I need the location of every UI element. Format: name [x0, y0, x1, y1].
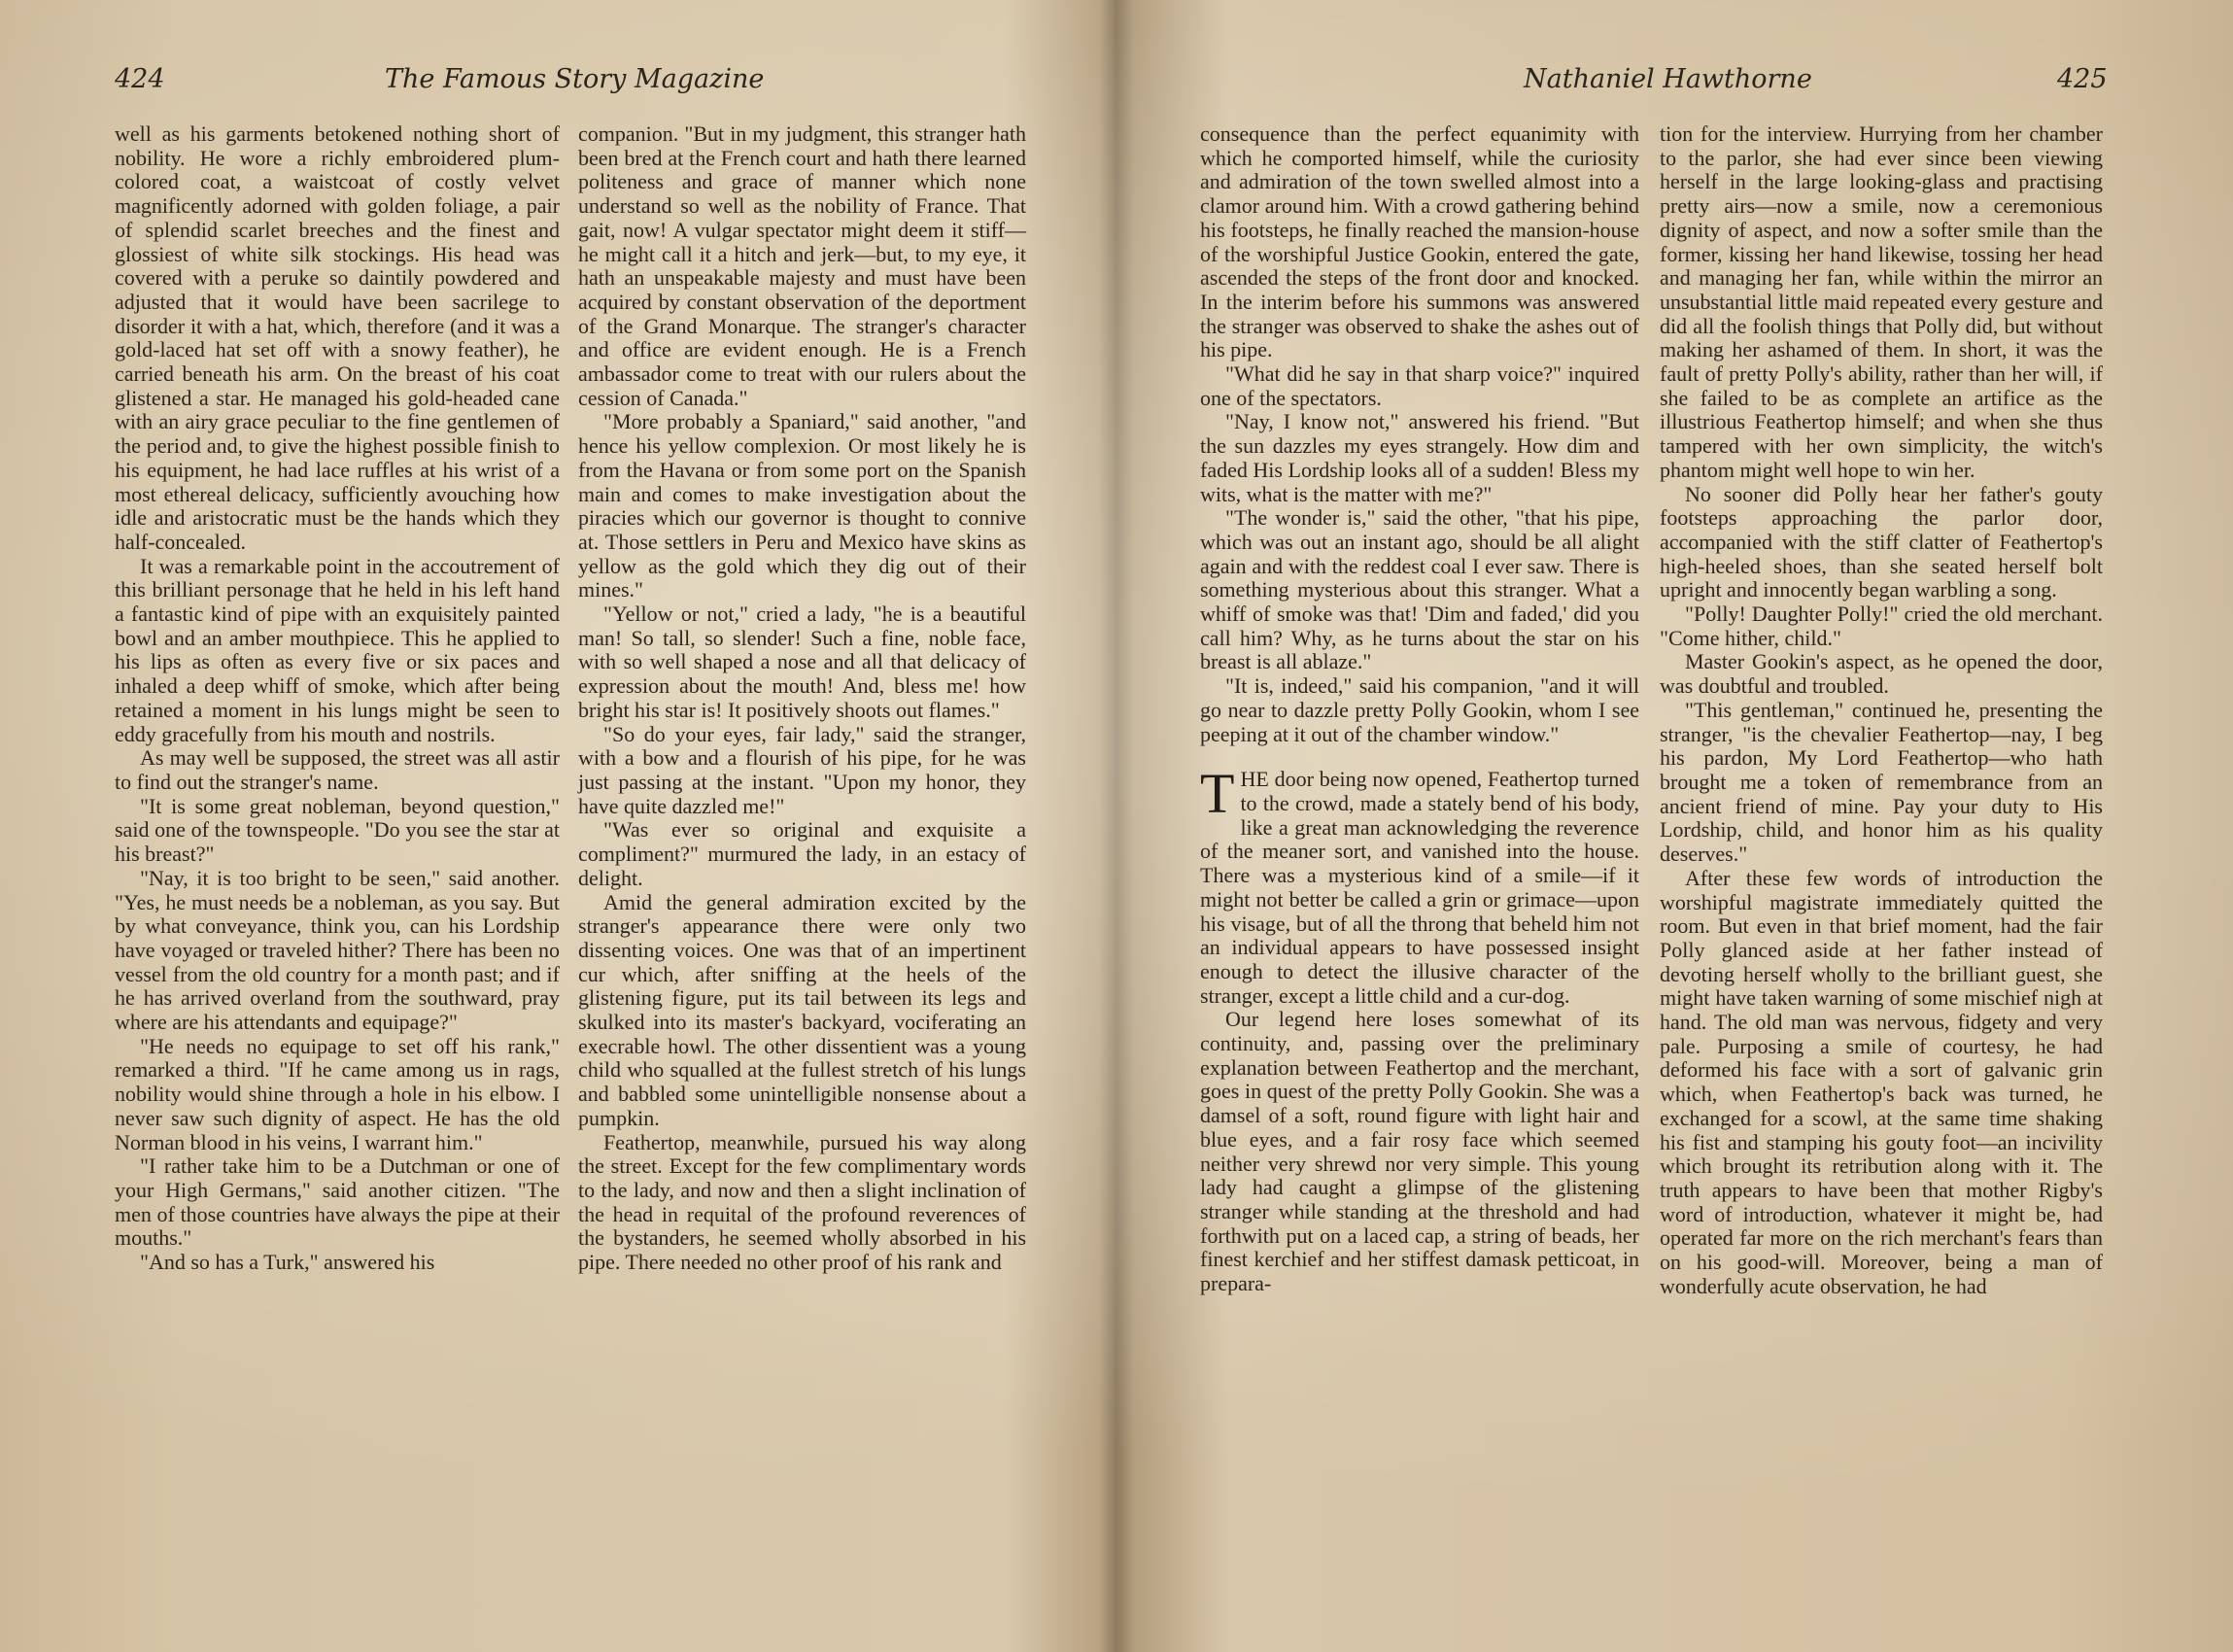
- paragraph: [1660, 122, 2103, 483]
- paragraph: [578, 723, 1026, 819]
- paragraph: [578, 602, 1026, 723]
- page-number: 425: [2057, 64, 2108, 94]
- paragraph-text: "Polly! Daughter Polly!" cried the old merchant. "Come hither, child.": [1660, 602, 2103, 650]
- paragraph-text: As may well be supposed, the street was all astir to find out the stranger's name.: [115, 745, 560, 794]
- text-column: [578, 122, 1026, 1275]
- paragraph-text: "It is some great nobleman, beyond question," said one of the townspeople. "Do you see the star at his breast?": [115, 793, 560, 867]
- paragraph-text: "The wonder is," said the other, "that his pipe, which was out an instant ago, should be all alight again and with the reddest coal I ever saw. There is something mysterious about this stranger. What a whiff of smoke was that! 'Dim and faded,' did you call him? Why, as he turns about the star on his breast is all ablaze.": [1200, 505, 1639, 674]
- drop-cap: T: [1200, 762, 1235, 826]
- paragraph-text: "So do your eyes, fair lady," said the stranger, with a bow and a flourish of his pipe, for he was just passing at the instant. "Upon my honor, they have quite dazzled me!": [578, 721, 1026, 818]
- paragraph-text: Feathertop, meanwhile, pursued his way along the street. Except for the few complimentary words to the lady, and now and then a slight inclination of the head in requital of the profound reverences of the bystanders, he seemed wholly absorbed in his pipe. There needed no other proof of his rank and: [578, 1129, 1026, 1275]
- paragraph: [115, 122, 560, 555]
- paragraph-text: HE door being now opened, Feathertop turned to the crowd, made a stately bend of his body, like a great man acknowledging the reverence of the meaner sort, and vanished into the house. There was a mysterious kind of a smile—if it might not better be called a grin or grimace—upon his visage, but of all the throng that beheld him not an individual appears to have possessed insight enough to detect the illusive character of the stranger, except a little child and a cur-dog.: [1200, 767, 1639, 1008]
- paragraph-text: No sooner did Polly hear her father's gouty footsteps approaching the parlor door, accompanied with the stiff clatter of Feathertop's high-heeled shoes, than she seated herself bolt upright and innocently began warbling a song.: [1660, 481, 2103, 602]
- paragraph-text: After these few words of introduction the worshipful magistrate immediately quitted the room. But even in that brief moment, had the fair Polly glanced aside at her father instead of devoting herself wholly to the brilliant guest, she might have taken warning of some mischief nigh at hand. The old man was nervous, fidgety and very pale. Purposing a smile of courtesy, he had deformed his face with a sort of galvanic grin which, when Feathertop's back was turned, he exchanged for a scowl, at the same time shaking his fist and stamping his gouty foot—an incivility which brought its retribution along with it. The truth appears to have been that mother Rigby's word of introduction, whatever it might be, had operated far more on the rich merchant's fears than on his good-will. Moreover, being a man of wonderfully acute observation, he had: [1660, 865, 2103, 1298]
- text-column: [1660, 122, 2103, 1298]
- paragraph-text: Our legend here loses somewhat of its continuity, and, passing over the preliminary explanation between Feathertop and the merchant, goes in quest of the pretty Polly Gookin. She was a damsel of a soft, round figure with light hair and blue eyes, and a fair rosy face which seemed neither very shrewd nor very simple. This young lady had caught a glimpse of the glistening stranger while standing at the threshold and had forthwith put on a laced cap, a string of beads, her finest kerchief and her stiffest damask petticoat, in prepara-: [1200, 1007, 1639, 1296]
- paragraph: [115, 555, 560, 747]
- paragraph-text: "Nay, it is too bright to be seen," said another. "Yes, he must needs be a nobleman, as you say. But by what conveyance, think you, can his Lordship have voyaged or traveled hither? There has been no vessel from the old country for a month past; and if he has arrived overland from the southward, pray where are his attendants and equipage?": [115, 865, 560, 1035]
- paragraph: [1660, 650, 2103, 698]
- paragraph-text: "What did he say in that sharp voice?" inquired one of the spectators.: [1200, 361, 1639, 410]
- paragraph-text: "Yellow or not," cried a lady, "he is a beautiful man! So tall, so slender! Such a fine, noble face, with so well shaped a nose and all that delicacy of expression about the mouth! And, bless me! how bright his star is! It positively shoots out flames.": [578, 602, 1026, 722]
- paragraph: [115, 1154, 560, 1251]
- paragraph-text: "He needs no equipage to set off his rank," remarked a third. "If he came among us in rags, nobility would shine through a hole in his elbow. I never saw such dignity of aspect. He has the old Norman blood in his veins, I warrant him.": [115, 1033, 560, 1154]
- paragraph: [115, 867, 560, 1035]
- paragraph: [115, 1035, 560, 1155]
- paragraph: [1200, 506, 1639, 674]
- paragraph: [115, 795, 560, 867]
- right-page: [1127, 0, 2233, 1652]
- paragraph: [1200, 362, 1639, 410]
- paragraph: [115, 1251, 560, 1275]
- paragraph-text: "More probably a Spaniard," said another, "and hence his yellow complexion. Or most likely he is from the Havana or from some port on the Spanish main and comes to make investigation about the piracies which our governor is thought to connive at. Those settlers in Peru and Mexico have skins as yellow as the gold which they dig out of their mines.": [578, 409, 1026, 602]
- paragraph: [578, 410, 1026, 602]
- paragraph-text: It was a remarkable point in the accoutrement of this brilliant personage that he held in his left hand a fantastic kind of pipe with an exquisitely painted bowl and an amber mouthpiece. This he applied to his lips as often as every five or six paces and inhaled a deep whiff of smoke, which after being retained a moment in his lungs might be seen to eddy gracefully from his mouth and nostrils.: [115, 553, 560, 746]
- paragraph-text: companion. "But in my judgment, this stranger hath been bred at the French court and hath there learned politeness and grace of manner which none understand so well as the nobility of France. That gait, now! A vulgar spectator might deem it stiff—he might call it a hitch and jerk—but, to my eye, it hath an unspeakable majesty and must have been acquired by constant observation of the deportment of the Grand Monarque. The stranger's character and office are evident enough. He is a French ambassador come to treat with our rulers about the cession of Canada.": [578, 121, 1026, 410]
- paragraph-text: "I rather take him to be a Dutchman or one of your High Germans," said another citizen. "The men of those countries have always the pipe at their mouths.": [115, 1153, 560, 1251]
- running-title: Nathaniel Hawthorne: [1524, 64, 1812, 94]
- paragraph: [115, 746, 560, 794]
- paragraph-text: "And so has a Turk," answered his: [140, 1250, 435, 1275]
- paragraph: [578, 891, 1026, 1131]
- page-number: 424: [115, 64, 165, 94]
- left-page: [0, 0, 1108, 1652]
- paragraph: [578, 818, 1026, 890]
- paragraph: [578, 1131, 1026, 1275]
- running-title: The Famous Story Magazine: [385, 64, 765, 94]
- paragraph-text: tion for the interview. Hurrying from her chamber to the parlor, she had ever since been viewing herself in the large looking-glass and practising pretty airs—now a smile, now a ceremonious dignity of aspect, and now a softer smile than the former, kissing her hand likewise, tossing her head and managing her fan, while within the mirror an unsubstantial little maid repeated every gesture and did all the foolish things that Polly did, but without making her ashamed of them. In short, it was the fault of pretty Polly's ability, rather than her will, if she failed to be as complete an artifice as the illustrious Feathertop himself; and when she thus tampered with her own simplicity, the witch's phantom might well hope to win her.: [1660, 121, 2103, 482]
- paragraph-text: Amid the general admiration excited by the stranger's appearance there were only two dissenting voices. One was that of an impertinent cur which, after sniffing at the heels of the glistening figure, put its tail between its legs and skulked into its master's backyard, vociferating an execrable howl. The other dissentient was a young child who squalled at the fullest stretch of his lungs and babbled some unintelligible nonsense about a pumpkin.: [578, 889, 1026, 1130]
- paragraph: [1200, 674, 1639, 746]
- text-column: [1200, 122, 1639, 1296]
- paragraph-text: "This gentleman," continued he, presenting the stranger, "is the chevalier Feathertop—nay, I beg his pardon, My Lord Feathertop—who hath brought me a token of remembrance from an ancient friend of mine. Pay your duty to His Lordship, child, and honor him as his quality deserves.": [1660, 697, 2103, 867]
- paragraph: [1200, 762, 1639, 1008]
- paragraph: [1200, 122, 1639, 362]
- paragraph-text: consequence than the perfect equanimity with which he comported himself, while the curiosity and admiration of the town swelled almost into a clamor around him. With a crowd gathering behind his footsteps, he finally reached the mansion-house of the worshipful Justice Gookin, entered the gate, ascended the steps of the front door and knocked. In the interim before his summons was answered the stranger was observed to shake the ashes out of his pipe.: [1200, 121, 1639, 362]
- paragraph: [1660, 699, 2103, 867]
- paragraph-text: Master Gookin's aspect, as he opened the door, was doubtful and troubled.: [1660, 649, 2103, 699]
- text-column: [115, 122, 560, 1275]
- paragraph-text: well as his garments betokened nothing short of nobility. He wore a richly embroidered plum-colored coat, a waistcoat of costly velvet magnificently adorned with golden foliage, a pair of splendid scarlet breeches and the finest and glossiest of white silk stockings. His head was covered with a peruke so daintily powdered and adjusted that it would have been sacrilege to disorder it with a hat, which, therefore (and it was a gold-laced hat set off with a snowy feather), he carried beneath his arm. On the breast of his coat glistened a star. He managed his gold-headed cane with an airy grace peculiar to the fine gentlemen of the period and, to give the highest possible finish to his equipment, he had lace ruffles at his wrist of a most ethereal delicacy, sufficiently avouching how idle and aristocratic must be the hands which they half-concealed.: [115, 121, 560, 554]
- paragraph-text: "Was ever so original and exquisite a compliment?" murmured the lady, in an estacy of delight.: [578, 817, 1026, 890]
- paragraph: [1200, 410, 1639, 506]
- paragraph: [1660, 483, 2103, 603]
- paragraph: [1200, 1008, 1639, 1295]
- paragraph: [1660, 602, 2103, 650]
- paragraph: [1660, 867, 2103, 1299]
- paragraph-text: "Nay, I know not," answered his friend. "But the sun dazzles my eyes strangely. How dim and faded His Lordship looks all of a sudden! Bless my wits, what is the matter with me?": [1200, 409, 1639, 506]
- paragraph: [578, 122, 1026, 410]
- paragraph-text: "It is, indeed," said his companion, "and it will go near to dazzle pretty Polly Gookin, whom I see peeping at it out of the chamber window.": [1200, 673, 1639, 746]
